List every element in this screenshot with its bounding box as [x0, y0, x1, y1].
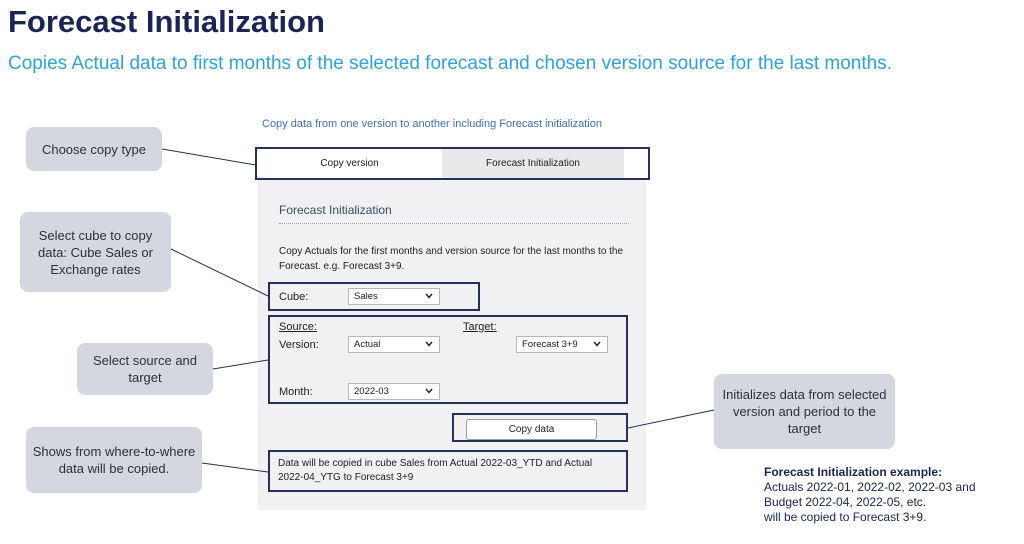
source-month-select[interactable]	[348, 383, 440, 400]
cube-select-value: Sales	[354, 291, 378, 302]
callout-source-target: Select source and target	[77, 343, 213, 395]
example-line-1: Actuals 2022-01, 2022-02, 2022-03 and	[764, 480, 976, 494]
copy-result-text: Data will be copied in cube Sales from Actual 2022-03_YTD and Actual 2022-04_YTG to Forecast 3+9	[278, 458, 593, 483]
chevron-down-icon	[592, 338, 602, 350]
cube-select[interactable]	[348, 288, 440, 305]
chevron-down-icon	[424, 338, 434, 350]
example-block	[764, 465, 1019, 525]
connector-cube	[171, 249, 268, 296]
source-target-highlight-box	[268, 315, 628, 404]
target-heading: Target:	[463, 321, 497, 333]
chevron-down-icon	[424, 290, 434, 302]
copy-type-tabs	[255, 147, 650, 180]
target-version-select[interactable]	[516, 336, 608, 353]
cube-label: Cube:	[279, 291, 309, 303]
version-label: Version:	[279, 339, 319, 351]
page-title: Forecast Initialization	[8, 4, 325, 39]
example-line-3: will be copied to Forecast 3+9.	[764, 510, 927, 524]
source-version-select[interactable]	[348, 336, 440, 353]
example-line-2: Budget 2022-04, 2022-05, etc.	[764, 495, 927, 509]
tab-forecast-initialization[interactable]: Forecast Initialization	[442, 149, 624, 178]
month-label: Month:	[279, 386, 313, 398]
section-description: Copy Actuals for the first months and version source for the last months to the Forecast. e.g. Forecast 3+9.	[279, 246, 624, 272]
chevron-down-icon	[424, 385, 434, 397]
example-title: Forecast Initialization example:	[764, 465, 943, 479]
source-version-value: Actual	[354, 339, 381, 350]
callout-copy-type: Choose copy type	[26, 127, 162, 171]
source-month-value: 2022-03	[354, 386, 389, 397]
section-title: Forecast Initialization	[279, 203, 392, 217]
page-subtitle: Copies Actual data to first months of the selected forecast and chosen version source for the last months.	[8, 53, 892, 74]
copy-data-button[interactable]: Copy data	[466, 419, 597, 440]
target-version-value: Forecast 3+9	[522, 339, 578, 350]
callout-cube: Select cube to copy data: Cube Sales or Exchange rates	[20, 212, 171, 292]
tab-copy-version[interactable]: Copy version	[257, 149, 442, 178]
dialog-caption: Copy data from one version to another including Forecast initialization	[262, 118, 602, 130]
tab-empty-area	[624, 149, 648, 178]
connector-copy-type	[162, 149, 256, 165]
callout-shows: Shows from where-to-where data will be copied.	[26, 427, 202, 493]
section-divider	[279, 223, 629, 224]
source-heading: Source:	[279, 321, 317, 333]
callout-initializes: Initializes data from selected version and period to the target	[714, 374, 895, 449]
